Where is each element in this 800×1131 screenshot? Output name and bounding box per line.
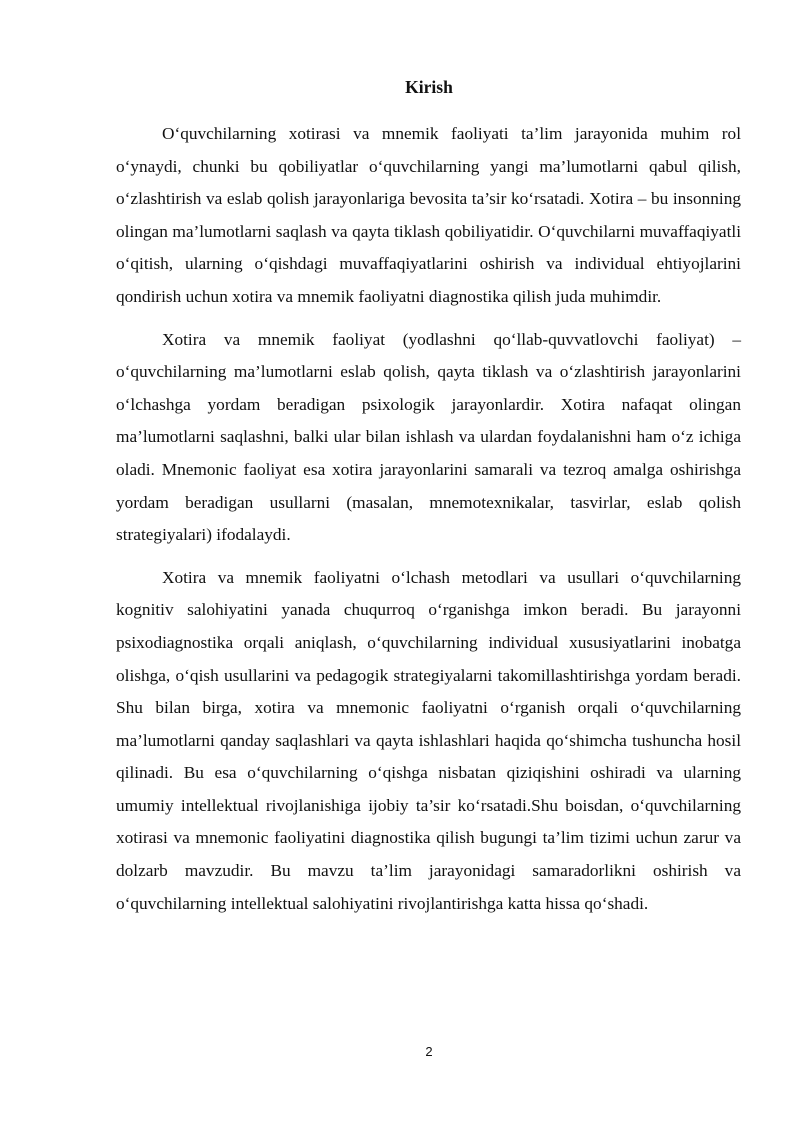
page-title: Kirish bbox=[405, 77, 453, 97]
body-text bbox=[116, 118, 741, 930]
paragraph-1: O‘quvchilarning xotirasi va mnemik faoliyati ta’lim jarayonida muhim rol o‘ynaydi, chunki bu qobiliyatlar o‘quvchilarning yangi ma’lumotlarni qabul qilish, o‘zlashtirish va eslab qolish jarayonlariga bevosita ta’sir ko‘rsatadi. Xotira – bu insonning olingan ma’lumotlarni saqlash va qayta tiklash qobiliyatidir. O‘quvchilarni muvaffaqiyatli o‘qitish, ularning o‘qishdagi muvaffaqiyatlarini oshirish va individual ehtiyojlarini qondirish uchun xotira va mnemik faoliyatni diagnostika qilish juda muhimdir. bbox=[116, 124, 741, 306]
paragraph-3: Xotira va mnemik faoliyatni o‘lchash metodlari va usullari o‘quvchilarning kognitiv salohiyatini yanada chuqurroq o‘rganishga imkon beradi. Bu jarayonni psixodiagnostika orqali aniqlash, o‘quvchilarning individual xususiyatlarini inobatga olishga, o‘qish usullarini va pedagogik strategiyalarni takomillashtirishga yordam beradi. Shu bilan birga, xotira va mnemonic faoliyatni o‘rganish orqali o‘quvchilarning ma’lumotlarni qanday saqlashlari va qayta ishlashlari haqida qo‘shimcha tushuncha hosil qilinadi. Bu esa o‘quvchilarning o‘qishga nisbatan qiziqishini oshiradi va ularning umumiy intellektual rivojlanishiga ijobiy ta’sir ko‘rsatadi.Shu boisdan, o‘quvchilarning xotirasi va mnemonic faoliyatini diagnostika qilish bugungi ta’lim tizimi uchun zarur va dolzarb mavzudir. Bu mavzu ta’lim jarayonidagi samaradorlikni oshirish va o‘quvchilarning intellektual salohiyatini rivojlantirishga katta hissa qo‘shadi. bbox=[116, 567, 741, 913]
paragraph-2: Xotira va mnemik faoliyat (yodlashni qo‘llab-quvvatlovchi faoliyat) – o‘quvchilarning ma’lumotlarni eslab qolish, qayta tiklash va o‘zlashtirish jarayonlarini o‘lchashga yordam beradigan psixologik jarayonlardir. Xotira nafaqat olingan ma’lumotlarni saqlashni, balki ular bilan ishlash va ulardan foydalanishni ham o‘z ichiga oladi. Mnemonic faoliyat esa xotira jarayonlarini samarali va tezroq amalga oshirishga yordam beradigan usullarni (masalan, mnemotexnikalar, tasvirlar, eslab qolish strategiyalari) ifodalaydi. bbox=[116, 329, 741, 545]
page-number: 2 bbox=[425, 1044, 433, 1059]
